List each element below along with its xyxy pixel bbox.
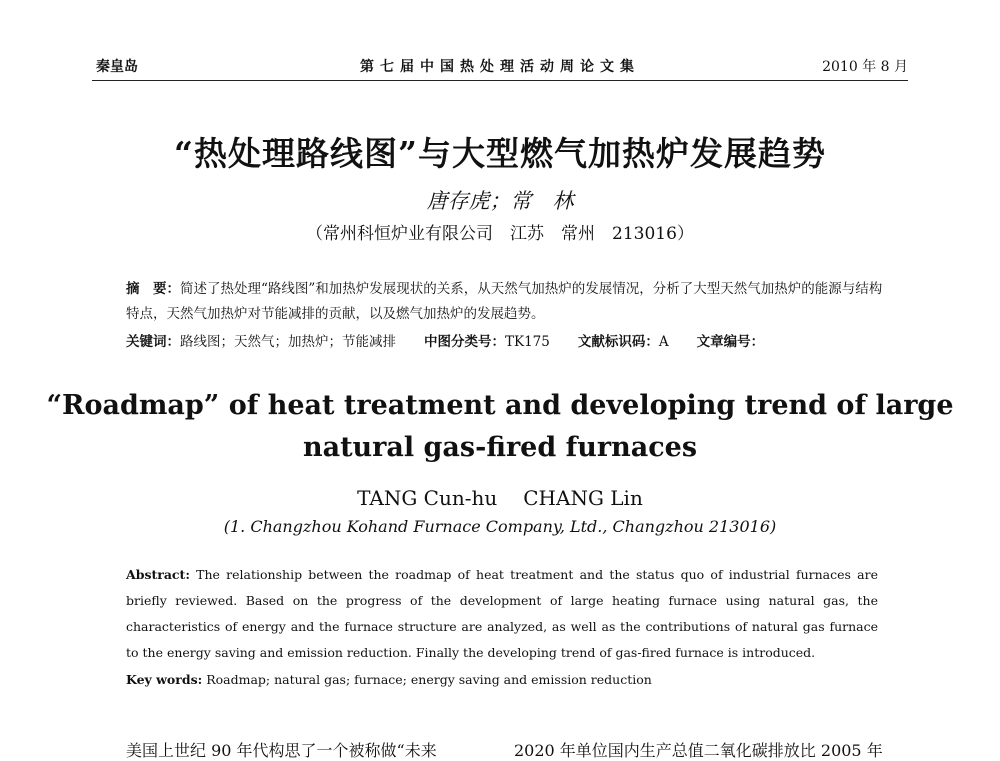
body-column-2-line: 2020 年单位国内生产总值二氧化碳排放比 2005 年 bbox=[514, 741, 883, 760]
cn-keywords-text: 路线图；天然气；加热炉；节能减排 bbox=[180, 334, 396, 350]
cn-authors: 唐存虎；常 林 bbox=[426, 189, 574, 213]
body-column-1-line: 美国上世纪 90 年代构思了一个被称做“未来 bbox=[126, 741, 437, 760]
en-title: “Roadmap” of heat treatment and developing trend of large natural gas-fired furnaces bbox=[46, 390, 954, 463]
cn-doc-code-value: A bbox=[658, 334, 669, 350]
en-abstract-text: The relationship between the roadmap of heat treatment and the status quo of industrial furnaces are briefly reviewed. Based on the progress of the development of large heating furnace using natural gas, the characteristics of energy and the furnace structure are analyzed, as well as the contributions of natural gas furnace to the energy saving and emission reduction. Finally the developing trend of gas-fired furnace is introduced. bbox=[126, 567, 878, 660]
cn-clc-value: TK175 bbox=[505, 334, 550, 350]
en-author-2: CHANG Lin bbox=[523, 486, 643, 510]
cn-clc-label: 中图分类号： bbox=[424, 334, 505, 350]
en-affiliation: (1. Changzhou Kohand Furnace Company, Ltd., Changzhou 213016) bbox=[223, 517, 777, 536]
cn-title: “热处理路线图”与大型燃气加热炉发展趋势 bbox=[174, 134, 826, 173]
running-header-date: 2010 年 8 月 bbox=[822, 59, 908, 75]
en-keywords-line bbox=[126, 672, 652, 687]
header-rule bbox=[92, 80, 908, 81]
cn-doc-code-label: 文献标识码： bbox=[577, 334, 659, 350]
cn-article-no-label: 文章编号： bbox=[696, 334, 765, 350]
en-abstract-label: Abstract: bbox=[126, 567, 190, 582]
cn-abstract-text: 简述了热处理“路线图”和加热炉发展现状的关系，从天然气加热炉的发展情况，分析了大型天然气加热炉的能源与结构特点，天然气加热炉对节能减排的贡献，以及燃气加热炉的发展趋势。 bbox=[126, 281, 883, 322]
cn-abstract bbox=[126, 277, 886, 327]
en-authors bbox=[0, 486, 1000, 510]
cn-abstract-label: 摘 要： bbox=[126, 281, 180, 297]
en-author-1: TANG Cun-hu bbox=[357, 486, 498, 510]
en-abstract bbox=[126, 562, 878, 666]
en-keywords-text: Roadmap; natural gas; furnace; energy saving and emission reduction bbox=[206, 672, 652, 687]
running-header-journal: 第七届中国热处理活动周论文集 bbox=[360, 59, 640, 75]
cn-keywords-line bbox=[126, 330, 764, 350]
running-header-location: 秦皇岛 bbox=[96, 59, 138, 75]
cn-affiliation: （常州科恒炉业有限公司 江苏 常州 213016） bbox=[306, 224, 694, 244]
en-keywords-label: Key words: bbox=[126, 672, 203, 687]
cn-keywords-label: 关键词： bbox=[126, 334, 180, 350]
